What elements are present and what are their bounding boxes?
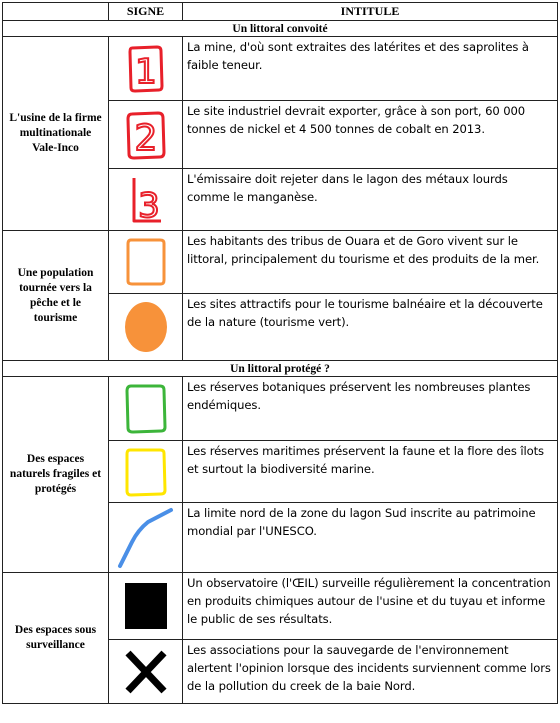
black-cross-icon [123,648,169,696]
sign-cell [109,37,183,101]
description: Les sites attractifs pour le tourisme balnéaire et la découverte de la nature (tourisme vert). [183,294,558,361]
legend-row [3,37,558,101]
yellow-square-outline-icon [123,446,169,498]
description: Le site industriel devrait exporter, grâce à son port, 60 000 tonnes de nickel et 4 500 tonnes de cobalt en 2013. [183,101,558,169]
description: L'émissaire doit rejeter dans le lagon des métaux lourds comme le manganèse. [183,169,558,231]
description: Un observatoire (l'ŒIL) surveille régulièrement la concentration en produits chimiques autour de l'usine et du tuyau et informe le public de ses résultats. [183,573,558,640]
sign-cell [109,503,183,573]
red-square-number-1-icon [126,44,166,94]
red-square-number-2-icon [124,109,168,161]
sign-cell [109,101,183,169]
header-intitule: INTITULE [183,3,558,21]
section-title: Un littoral convoité [3,21,558,37]
description: La mine, d'où sont extraites des latérites et des saprolites à faible teneur. [183,37,558,101]
sign-number: 3 [137,185,160,225]
header-row [3,3,558,21]
description: Les réserves botaniques préservent les nombreuses plantes endémiques. [183,377,558,441]
sign-number: 2 [134,117,157,159]
legend-row [3,377,558,441]
sign-cell [109,640,183,704]
sign-number: 1 [134,51,157,92]
description: La limite nord de la zone du lagon Sud inscrite au patrimoine mondial par l'UNESCO. [183,503,558,573]
sign-cell [109,231,183,294]
category-label: Des espaces naturels fragiles et protégés [3,377,109,573]
sign-cell [109,169,183,231]
section-row [3,361,558,377]
category-label: Des espaces sous surveillance [3,573,109,704]
blue-diagonal-line-icon [116,506,176,570]
description: Les associations pour la sauvegarde de l'environnement alertent l'opinion lorsque des incidents surviennent comme lors de la pollution du creek de la baie Nord. [183,640,558,704]
legend-row [3,573,558,640]
red-bracket-number-3-icon [125,175,167,225]
orange-square-outline-icon [124,236,168,288]
orange-filled-circle-icon [123,300,169,354]
legend-table [2,2,558,704]
description: Les réserves maritimes préservent la faune et la flore des îlots et surtout la biodiversité marine. [183,441,558,503]
sign-cell [109,294,183,361]
legend-row [3,231,558,294]
description: Les habitants des tribus de Ouara et de Goro vivent sur le littoral, principalement du tourisme et des produits de la mer. [183,231,558,294]
category-label: Une population tournée vers la pêche et le tourisme [3,231,109,361]
category-label: L'usine de la firme multinationale Vale-Inco [3,37,109,231]
black-filled-square-icon [123,581,169,631]
section-title: Un littoral protégé ? [3,361,558,377]
green-square-outline-icon [123,382,169,436]
sign-cell [109,441,183,503]
section-row [3,21,558,37]
sign-cell [109,377,183,441]
header-signe: SIGNE [109,3,183,21]
sign-cell [109,573,183,640]
header-empty-cell [3,3,109,21]
